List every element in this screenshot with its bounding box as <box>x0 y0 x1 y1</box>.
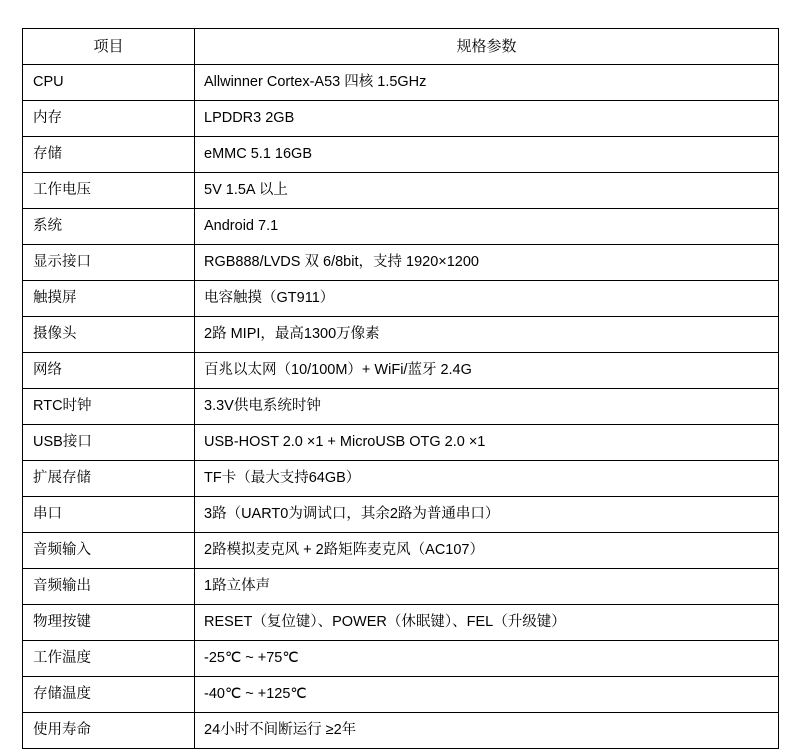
row-item-value: -25℃ ~ +75℃ <box>195 641 779 677</box>
table-row <box>23 317 779 353</box>
row-item-value: eMMC 5.1 16GB <box>195 137 779 173</box>
row-item-label: 物理按键 <box>23 605 195 641</box>
table-row <box>23 425 779 461</box>
row-item-label: 显示接口 <box>23 245 195 281</box>
table-row <box>23 281 779 317</box>
table-row <box>23 641 779 677</box>
row-item-value: Allwinner Cortex-A53 四核 1.5GHz <box>195 65 779 101</box>
row-item-value: USB-HOST 2.0 ×1 + MicroUSB OTG 2.0 ×1 <box>195 425 779 461</box>
table-row <box>23 209 779 245</box>
table-row <box>23 497 779 533</box>
row-item-label: 使用寿命 <box>23 713 195 749</box>
row-item-label: 工作电压 <box>23 173 195 209</box>
row-item-label: 存储温度 <box>23 677 195 713</box>
row-item-label: 内存 <box>23 101 195 137</box>
column-header-item: 项目 <box>23 29 195 65</box>
table-row <box>23 353 779 389</box>
row-item-label: 音频输出 <box>23 569 195 605</box>
row-item-label: 扩展存储 <box>23 461 195 497</box>
table-row <box>23 533 779 569</box>
column-header-spec: 规格参数 <box>195 29 779 65</box>
row-item-value: 2路 MIPI，最高1300万像素 <box>195 317 779 353</box>
table-row <box>23 245 779 281</box>
table-row <box>23 461 779 497</box>
row-item-value: 百兆以太网（10/100M）+ WiFi/蓝牙 2.4G <box>195 353 779 389</box>
table-row <box>23 677 779 713</box>
row-item-label: 摄像头 <box>23 317 195 353</box>
row-item-label: 网络 <box>23 353 195 389</box>
row-item-value: Android 7.1 <box>195 209 779 245</box>
row-item-value: 3.3V供电系统时钟 <box>195 389 779 425</box>
row-item-label: 存储 <box>23 137 195 173</box>
row-item-value: 1路立体声 <box>195 569 779 605</box>
table-header-row <box>23 29 779 65</box>
row-item-label: 音频输入 <box>23 533 195 569</box>
row-item-value: RGB888/LVDS 双 6/8bit，支持 1920×1200 <box>195 245 779 281</box>
row-item-label: 触摸屏 <box>23 281 195 317</box>
row-item-value: RESET（复位键）、POWER（休眠键）、FEL（升级键） <box>195 605 779 641</box>
row-item-label: USB接口 <box>23 425 195 461</box>
row-item-value: 3路（UART0为调试口，其余2路为普通串口） <box>195 497 779 533</box>
row-item-value: LPDDR3 2GB <box>195 101 779 137</box>
row-item-value: -40℃ ~ +125℃ <box>195 677 779 713</box>
row-item-label: 工作温度 <box>23 641 195 677</box>
row-item-value: 2路模拟麦克风 + 2路矩阵麦克风（AC107） <box>195 533 779 569</box>
table-row <box>23 389 779 425</box>
table-row <box>23 101 779 137</box>
table-row <box>23 713 779 749</box>
table-row <box>23 65 779 101</box>
table-row <box>23 569 779 605</box>
row-item-label: 串口 <box>23 497 195 533</box>
table-body <box>23 65 779 749</box>
row-item-value: 电容触摸（GT911） <box>195 281 779 317</box>
table-header <box>23 29 779 65</box>
table-row <box>23 137 779 173</box>
row-item-value: 24小时不间断运行 ≥2年 <box>195 713 779 749</box>
row-item-value: TF卡（最大支持64GB） <box>195 461 779 497</box>
row-item-label: CPU <box>23 65 195 101</box>
table-row <box>23 173 779 209</box>
specification-table <box>22 28 779 749</box>
row-item-label: RTC时钟 <box>23 389 195 425</box>
table-row <box>23 605 779 641</box>
row-item-value: 5V 1.5A 以上 <box>195 173 779 209</box>
row-item-label: 系统 <box>23 209 195 245</box>
